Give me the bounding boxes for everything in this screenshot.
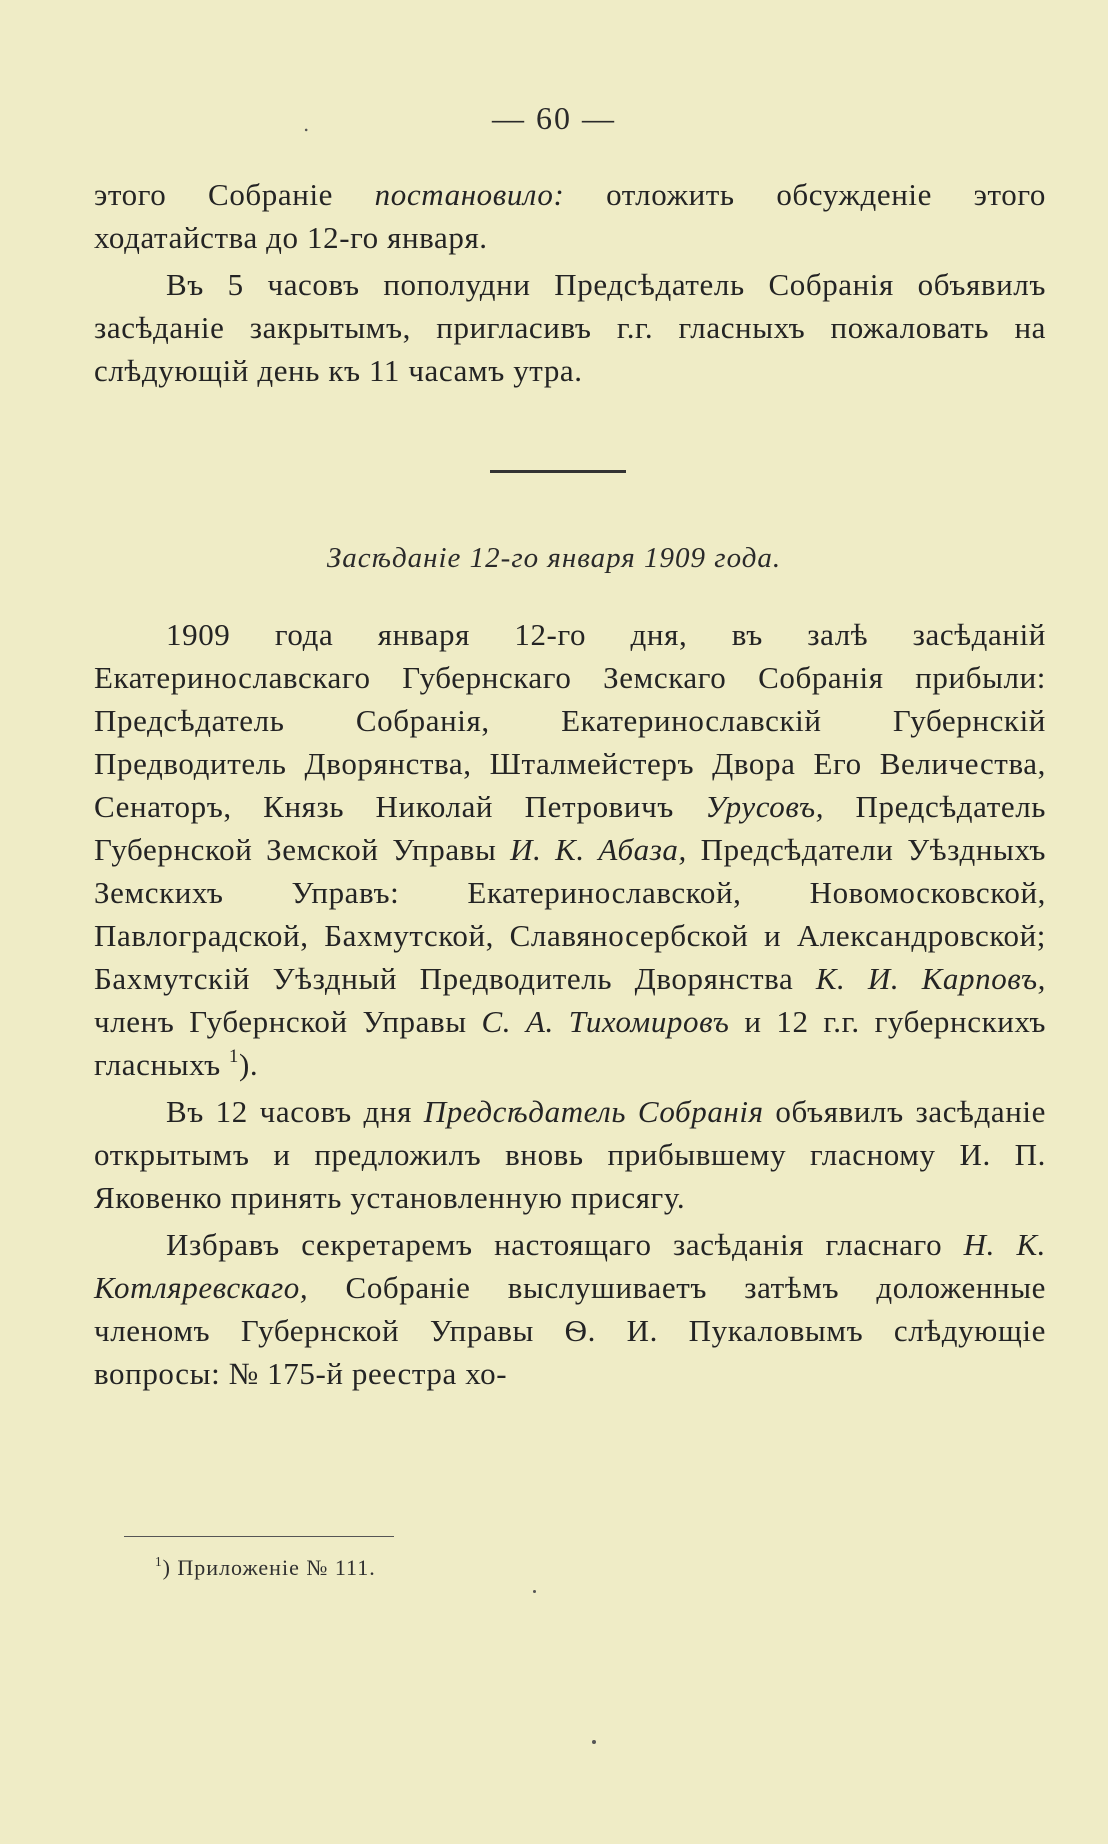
text-run: Предсѣдатели Уѣздныхъ Земскихъ Управъ: Екатеринославской, Новомосковской, Павлоградской, Бахмутской, Славяносербской и Александровской; Бахмутскій Уѣздный Предводитель Дворянства xyxy=(94,832,1047,996)
text-run: ). xyxy=(238,1047,259,1082)
paragraph-secretary xyxy=(94,1223,1046,1395)
footnote-text: ) Приложеніе № 111. xyxy=(162,1555,376,1580)
text-run: Избравъ секретаремъ настоящаго засѣданія гласнаго xyxy=(166,1227,964,1262)
footnote xyxy=(155,1555,376,1581)
text-run: 1909 года января 12-го дня, въ залѣ засѣданій Екатеринославскаго Губернскаго Земскаго Собранія прибыли: Предсѣдатель Собранія, Екатеринославскій Губернскій Предводитель Дворянства, Шталмейстеръ Двора Его Величества, Сенаторъ, Князь Николай Петровичъ xyxy=(94,617,1046,824)
paragraph-continuation xyxy=(94,173,1046,259)
text-run: Въ 12 часовъ дня xyxy=(166,1094,424,1129)
text-run: и 12 г.г. губернскихъ гласныхъ xyxy=(94,1004,1046,1082)
section-divider xyxy=(490,470,626,473)
italic-run: К. И. Карповъ, xyxy=(815,961,1046,996)
text-run: Собраніе выслушиваетъ затѣмъ доложенные членомъ Губернской Управы Ѳ. И. Пукаловымъ слѣдующіе вопросы: № 175-й реестра хо- xyxy=(94,1270,1046,1391)
scan-speck xyxy=(533,1590,536,1593)
italic-run: Урусовъ, xyxy=(705,789,825,824)
text-block-top xyxy=(94,173,1046,392)
section-heading: Засѣданіе 12-го января 1909 года. xyxy=(326,542,782,574)
text-run: объявилъ засѣданіе открытымъ и предложилъ вновь прибывшему гласному И. П. Яковенко принять установленную присягу. xyxy=(94,1094,1046,1215)
text-block-main xyxy=(94,613,1046,1395)
text-run: этого Собраніе xyxy=(94,177,375,212)
italic-run: И. К. Абаза, xyxy=(510,832,687,867)
paragraph-closing: Въ 5 часовъ пополудни Предсѣдатель Собранія объявилъ засѣданіе закрытымъ, пригласивъ г.г. гласныхъ пожаловать на слѣдующій день къ 11 часамъ утра. xyxy=(94,267,1046,388)
scan-speck xyxy=(592,1740,596,1744)
italic-run: С. А. Тихомировъ xyxy=(481,1004,730,1039)
italic-run: Предсѣдатель Собранія xyxy=(423,1094,764,1129)
text-run: Предсѣдатель Губернской Земской Управы xyxy=(94,789,1047,867)
scan-speck: . xyxy=(303,112,310,136)
text-run: отложить обсужденіе этого ходатайства до 12-го января. xyxy=(94,177,1046,255)
text-run: членъ Губернской Управы xyxy=(94,1004,482,1039)
paragraph-attendance xyxy=(94,613,1046,1086)
paragraph-opening xyxy=(94,1090,1046,1219)
footnote-reference: 1 xyxy=(229,1045,239,1067)
page-number: — 60 — xyxy=(492,100,616,136)
footnote-divider xyxy=(124,1536,394,1537)
italic-run: постановило: xyxy=(374,177,565,212)
footnote-marker: 1 xyxy=(155,1553,163,1569)
italic-run: Н. К. Котляревскаго, xyxy=(94,1227,1046,1305)
